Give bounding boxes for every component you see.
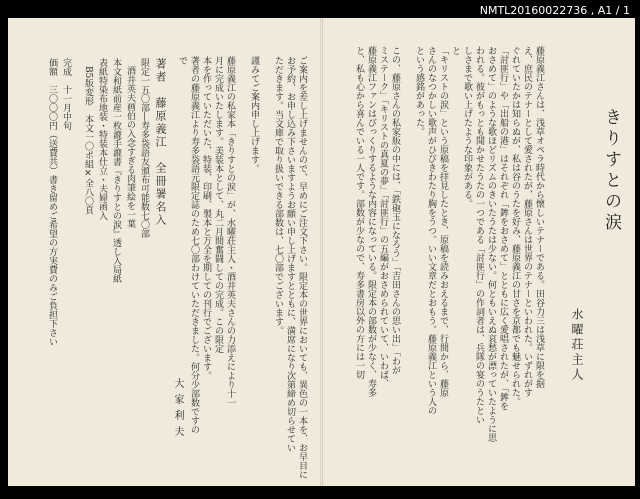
document-id: NMTL20160022736 , A1 / 1 [479,4,630,17]
spec-line: 表紙特染布地装・特装本仕立・夫婦函入 [97,58,107,220]
right-body-line: この、藤原さんの私家版の中には、「鉄砲玉になろう」「吉田さんの思い出」「わが [390,46,400,375]
spec-line: 限定一五〇部―寿多袋語友頒布可能数七〇部 [139,58,149,238]
left-page [8,18,323,486]
right-body-line: という感銘があった。 [414,46,424,136]
left-body-line: 藤原義江の私家本「きりすとの涙」が、水曜荘主人・酒井英夫さんの力添えにより十一 [225,56,235,407]
right-page [322,18,635,486]
left-body-line: 月に完成いたします。美装本として、丸二月間奮闘しての完成。この限定 [213,56,223,353]
right-body-line: 「キリストの涙」という原稿を拝見したとき、原稿を読みおえるまで、行間から、藤原 [438,46,448,397]
right-body-line: 藤原義江さんは、浅草オペラ時代から懐しいテナーである。田谷力三は浅草に限を据 [534,46,544,388]
page-title: きりすとの涙 [601,108,621,234]
right-body-line: 藤原義江ファンはびっくりするような内容になっている。限定本の部数が少なく、寿多 [366,46,376,397]
spec-line: 著者 藤原義江 全冊署名入 [154,58,167,227]
right-body-line: われる。彼がもっとも聞かせたうたの一つである「討匪行」の作詞者は、兵隊の宴のうたとい [474,46,484,424]
right-body-line: しさまで歌い上げたような印象がある。 [462,46,472,208]
author-name: 水曜荘主人 [570,308,584,383]
right-body-line: ミステーク」「キリストの真夏の夢」「討匪行」の五編がおさめられていて、いわば、 [378,46,388,388]
left-body-line: お予約、お申し込み下さいますようお願い申し上げますとともに、満席になり次第締め切らせてい [285,56,295,452]
right-body-line: 「討匪行」や「出船の港」はそれぞれ「鉾をおさめて」とともに広く愛唱されたが、「鉾を [498,46,508,411]
right-body-line: さんのなつかしい歌声がひびきわたり胸をうつ。いい文章だとおもう。藤原義江という人の [426,46,436,415]
right-body-line: と [450,46,460,55]
spec-line: 完成 十一月中旬 [61,58,71,130]
right-body-line: おさめて」のような歌ほどリズムのきいたうたは少ない。何ともいえぬ哀愁が漂っていたように思 [486,46,496,442]
spec-line: 酒井英夫画伯の入念すぎる肉筆絵を一葉 [125,66,135,228]
left-body-line: 謹みてご案内申し上げます。 [249,56,259,173]
right-body-line: え、庶民のテナーとして愛されたが、藤原さんは世界のテナーといわれた。いずれがす [522,46,532,397]
spec-line: 本文和紙前産一枚漉手漉書『きりすとの涙』透し入局紙 [111,58,121,283]
right-body-line: ぐれていたかは知らぬが、私は谷のうたを好み、藤原義江の甘さを京都でも魅せられた。 [510,46,520,406]
left-body-line: で [177,56,187,65]
spec-line: B5版変形 本文一〇ポ組×全八〇頁 [83,66,93,215]
left-body-line: ただきます。当文庫で取り扱いできる部数は、七〇部でございます。 [273,56,283,335]
right-body-line: と、私も心から喜んでいる一人です。部数が少なので、寿多書房以外の方には一切 [354,46,364,379]
left-body-line: 本を作っていただいた、特装、印刷、製本と万全を期しての刊行でございます。 [201,56,211,380]
left-body-line: ご案内を差し上げませんので、早めにご注文下さい。限定本の世界においても、異色の一本を、お早目に [297,56,307,479]
left-body-line: 著者の藤原義江より寿多袋語元限定誌のため七〇部わけていただきました。何分少部数ですの [189,56,199,434]
spec-line: 価額 三〇〇〇円（送費共）書き留めご希望の方実費のみご負担下さい [47,58,57,346]
signature-name: 大家利夫 [172,378,183,442]
